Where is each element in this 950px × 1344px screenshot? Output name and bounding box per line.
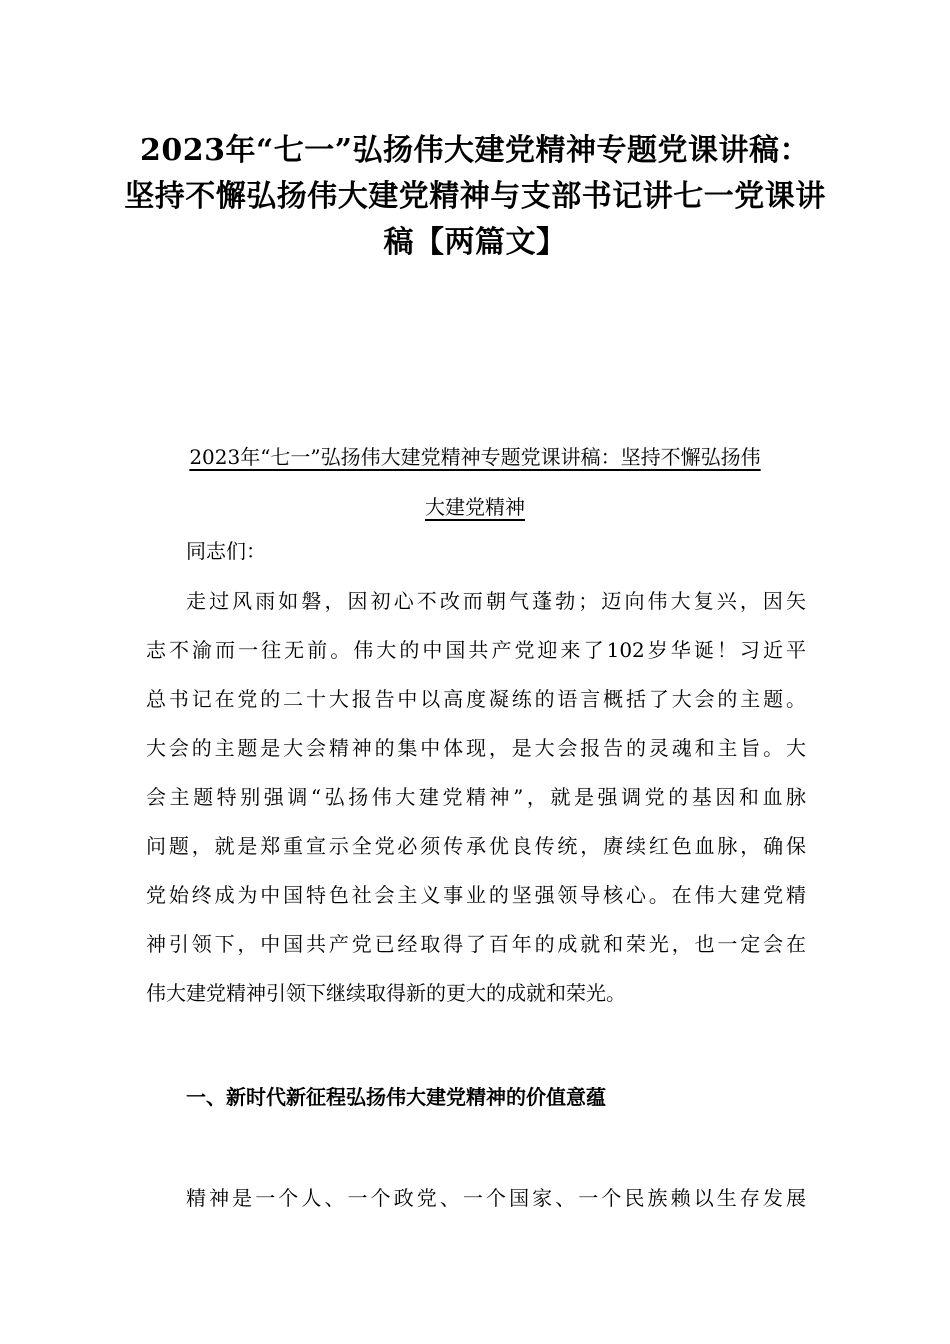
- title-line-1: 2023年“七一”弘扬伟大建党精神专题党课讲稿：: [139, 133, 810, 168]
- paragraph-line: 神引领下，中国共产党已经取得了百年的成就和荣光，也一定会在: [146, 932, 806, 956]
- section-title: [130, 432, 820, 532]
- title-line-2: 坚持不懈弘扬伟大建党精神与支部书记讲七一党课讲: [124, 179, 826, 214]
- paragraph-line: 总书记在党的二十大报告中以高度凝练的语言概括了大会的主题。: [146, 687, 806, 711]
- paragraph-line: 问题，就是郑重宣示全党必须传承优良传统，赓续红色血脉，确保: [146, 834, 806, 858]
- section-heading-1: 一、新时代新征程弘扬伟大建党精神的价值意蕴: [186, 1085, 606, 1109]
- paragraph-line: 志不渝而一往无前。伟大的中国共产党迎来了102岁华诞！习近平: [146, 638, 806, 662]
- paragraph-line: 精神是一个人、一个政党、一个国家、一个民族赖以生存发展: [186, 1186, 806, 1210]
- paragraph-line: 大会的主题是大会精神的集中体现，是大会报告的灵魂和主旨。大: [146, 736, 806, 760]
- paragraph-line: 会主题特别强调“弘扬伟大建党精神”，就是强调党的基因和血脉: [146, 785, 806, 809]
- section-title-line-2: 大建党精神: [425, 495, 525, 519]
- salutation: 同志们：: [186, 539, 266, 563]
- paragraph-line: 走过风雨如磐，因初心不改而朝气蓬勃；迈向伟大复兴，因矢: [186, 589, 806, 613]
- section-title-line-1: 2023年“七一”弘扬伟大建党精神专题党课讲稿：坚持不懈弘扬伟: [189, 445, 761, 469]
- body-paragraph-1: [146, 588, 806, 1029]
- paragraph-line: 伟大建党精神引领下继续取得新的更大的成就和荣光。: [146, 981, 626, 1005]
- title-line-3: 稿【两篇文】: [383, 225, 567, 260]
- paragraph-line: 党始终成为中国特色社会主义事业的坚强领导核心。在伟大建党精: [146, 883, 806, 907]
- body-paragraph-2: [146, 1185, 806, 1234]
- document-title: [120, 128, 830, 266]
